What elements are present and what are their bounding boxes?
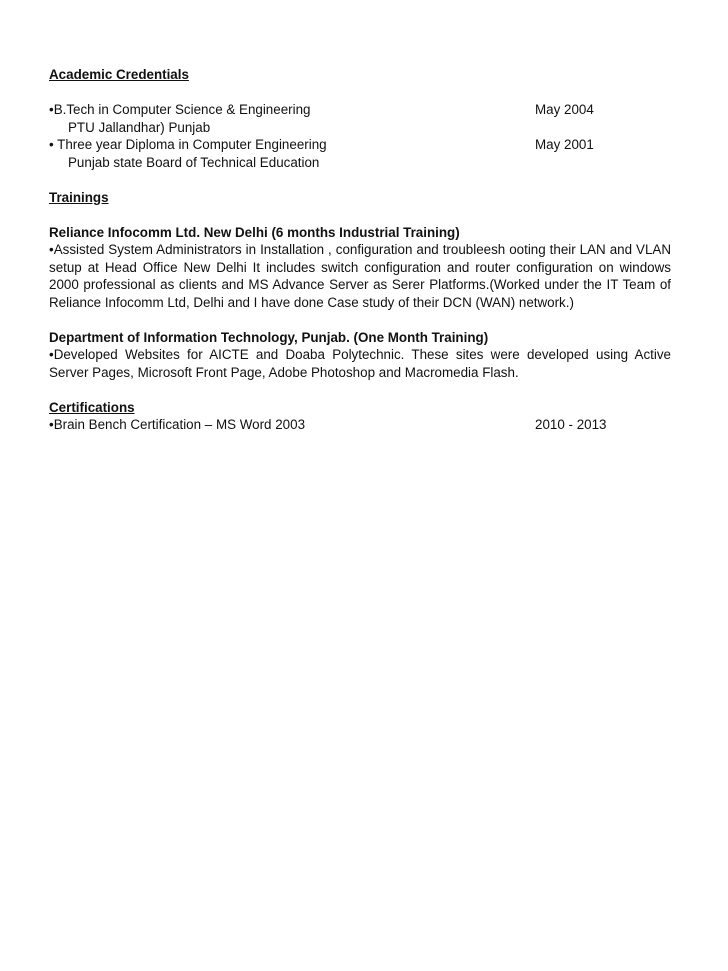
academic-item-btech: [49, 101, 671, 119]
academic-credentials-heading: Academic Credentials: [49, 67, 189, 82]
academic-item-diploma: [49, 136, 671, 154]
certification-item-brainbench: [49, 416, 671, 434]
certification-item-date: 2010 - 2013: [535, 417, 607, 432]
academic-item-date: May 2004: [535, 102, 594, 117]
training-body-reliance: •Assisted System Administrators in Installation , configuration and troubleesh ooting their LAN and VLAN setup at Head Office New Delhi It includes switch configuration and router configuration on windows 2000 professional as clients and MS Advance Server as Serer Platforms.(Worked under the IT Team of Reliance Infocomm Ltd, Delhi and I have done Case study of their DCN (WAN) network.): [49, 242, 671, 310]
academic-item-title: • Three year Diploma in Computer Engineering: [49, 137, 327, 152]
academic-item-institution: PTU Jallandhar) Punjab: [68, 119, 211, 135]
spacer: [49, 311, 671, 329]
training-title-reliance: Reliance Infocomm Ltd. New Delhi (6 months Industrial Training): [49, 224, 460, 240]
certifications-heading: Certifications: [49, 399, 135, 415]
resume-page: [49, 66, 671, 434]
academic-item-date: May 2001: [535, 137, 594, 152]
training-body-dept-it: •Developed Websites for AICTE and Doaba Polytechnic. These sites were developed using Active Server Pages, Microsoft Front Page, Adobe Photoshop and Macromedia Flash.: [49, 347, 671, 380]
academic-item-institution: Punjab state Board of Technical Education: [68, 154, 320, 170]
training-title-dept-it: Department of Information Technology, Punjab. (One Month Training): [49, 329, 489, 345]
certification-item-title: •Brain Bench Certification – MS Word 2003: [49, 417, 306, 432]
spacer: [49, 206, 671, 224]
academic-item-title: •B.Tech in Computer Science & Engineering: [49, 102, 311, 117]
spacer: [49, 84, 671, 102]
spacer: [49, 171, 671, 189]
spacer: [49, 381, 671, 399]
trainings-heading: Trainings: [49, 189, 109, 205]
